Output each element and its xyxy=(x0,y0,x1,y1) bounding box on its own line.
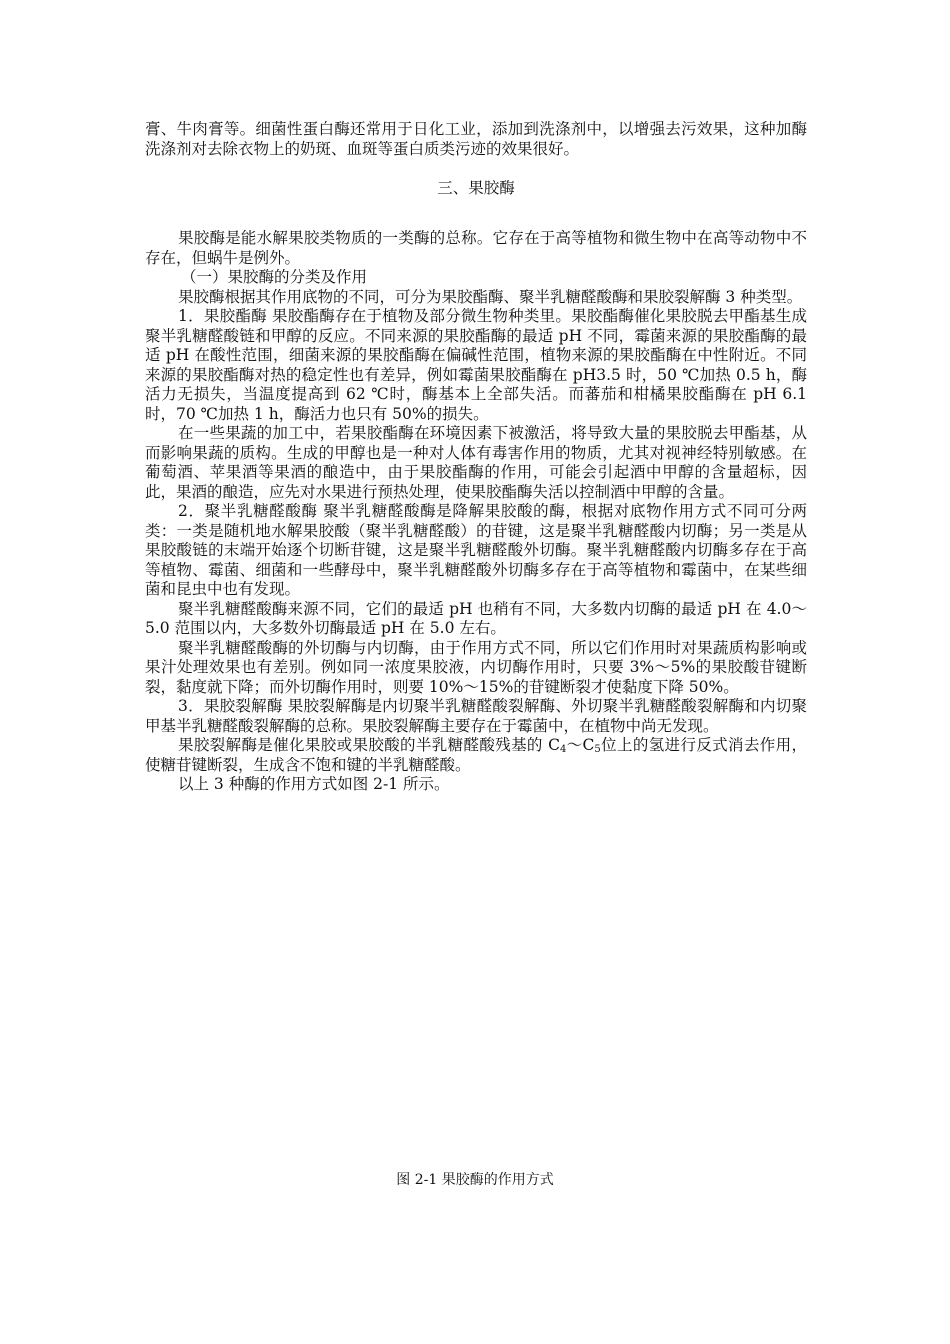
document-body xyxy=(145,120,807,795)
paragraph-esterase-1: 1．果胶酯酶 果胶酯酶存在于植物及部分微生物种类里。果胶酯酶催化果胶脱去甲酯基生成聚半乳糖醛酸链和甲醇的反应。不同来源的果胶酯酶的最适 pH 不同，霉菌来源的果胶酯酶的最适 pH 在酸性范围，细菌来源的果胶酯酶在偏碱性范围，植物来源的果胶酯酶在中性附近。不同来源的果胶酯酶对热的稳定性也有差异，例如霉菌果胶酯酶在 pH3.5 时，50 ℃加热 0.5 h，酶活力无损失，当温度提高到 62 ℃时，酶基本上全部失活。而蕃茄和柑橘果胶酯酶在 pH 6.1 时，70 ℃加热 1 h，酶活力也只有 50%的损失。 xyxy=(145,307,808,423)
lyase-text-a: 果胶裂解酶是催化果胶或果胶酸的半乳糖醛酸残基的 C xyxy=(178,736,560,754)
paragraph-lyase-1: 3．果胶裂解酶 果胶裂解酶是内切聚半乳糖醛酸裂解酶、外切聚半乳糖醛酸裂解酶和内切聚甲基半乳糖醛酸裂解酶的总称。果胶裂解酶主要存在于霉菌中，在植物中尚无发现。 xyxy=(145,697,807,735)
paragraph-classification: 果胶酶根据其作用底物的不同，可分为果胶酯酶、聚半乳糖醛酸酶和果胶裂解酶 3 种类型。 xyxy=(178,287,803,306)
paragraph-pg-3: 聚半乳糖醛酸酶的外切酶与内切酶，由于作用方式不同，所以它们作用时对果蔬质构影响或果汁处理效果也有差别。例如同一浓度果胶液，内切酶作用时，只要 3%～5%的果胶酸苷键断裂，黏度就下降；而外切酶作用时，则要 10%～15%的苷键断裂才使黏度下降 50%。 xyxy=(145,638,807,696)
section-title: 三、果胶酶 xyxy=(437,179,515,197)
paragraph-lyase-2 xyxy=(145,736,807,775)
paragraph-pg-1: 2．聚半乳糖醛酸酶 聚半乳糖醛酸酶是降解果胶酸的酶，根据对底物作用方式不同可分两类：一类是随机地水解果胶酸（聚半乳糖醛酸）的苷键，这是聚半乳糖醛酸内切酶；另一类是从果胶酸链的末端开始逐个切断苷键，这是聚半乳糖醛酸外切酶。聚半乳糖醛酸内切酶多存在于高等植物、霉菌、细菌和一些酵母中，聚半乳糖醛酸外切酶多存在于高等植物和霉菌中，在某些细菌和昆虫中也有发现。 xyxy=(145,502,807,598)
figure-caption: 图 2-1 果胶酶的作用方式 xyxy=(396,1172,554,1188)
subsection-title: （一）果胶酶的分类及作用 xyxy=(181,268,368,286)
subscript-5: 5 xyxy=(594,744,601,755)
paragraph-pg-2: 聚半乳糖醛酸酶来源不同，它们的最适 pH 也稍有不同，大多数内切酶的最适 pH 在 4.0～5.0 范围以内，大多数外切酶最适 pH 在 5.0 左右。 xyxy=(145,599,807,637)
paragraph-definition: 果胶酶是能水解果胶类物质的一类酶的总称。它存在于高等植物和微生物中在高等动物中不存在，但蜗牛是例外。 xyxy=(145,229,807,267)
paragraph-esterase-2: 在一些果蔬的加工中，若果胶酯酶在环境因素下被激活，将导致大量的果胶脱去甲酯基，从而影响果蔬的质构。生成的甲醇也是一种对人体有毒害作用的物质，尤其对视神经特别敏感。在葡萄酒、苹果酒等果酒的酿造中，由于果胶酯酶的作用，可能会引起酒中甲醇的含量超标，因此，果酒的酿造，应先对水果进行预热处理，使果胶酯酶失活以控制酒中甲醇的含量。 xyxy=(145,424,807,501)
lyase-text-b: ～C xyxy=(566,736,595,754)
intro-paragraph: 膏、牛肉膏等。细菌性蛋白酶还常用于日化工业，添加到洗涤剂中，以增强去污效果，这种加酶洗涤剂对去除衣物上的奶斑、血斑等蛋白质类污迹的效果很好。 xyxy=(145,120,807,158)
paragraph-figure-reference: 以上 3 种酶的作用方式如图 2-1 所示。 xyxy=(178,775,450,793)
subscript-4: 4 xyxy=(559,744,567,755)
lyase-text-c: 位上的氢进行反式消去作用，使糖苷键断裂，生成含不饱和键的半乳糖醛酸。 xyxy=(145,736,807,774)
